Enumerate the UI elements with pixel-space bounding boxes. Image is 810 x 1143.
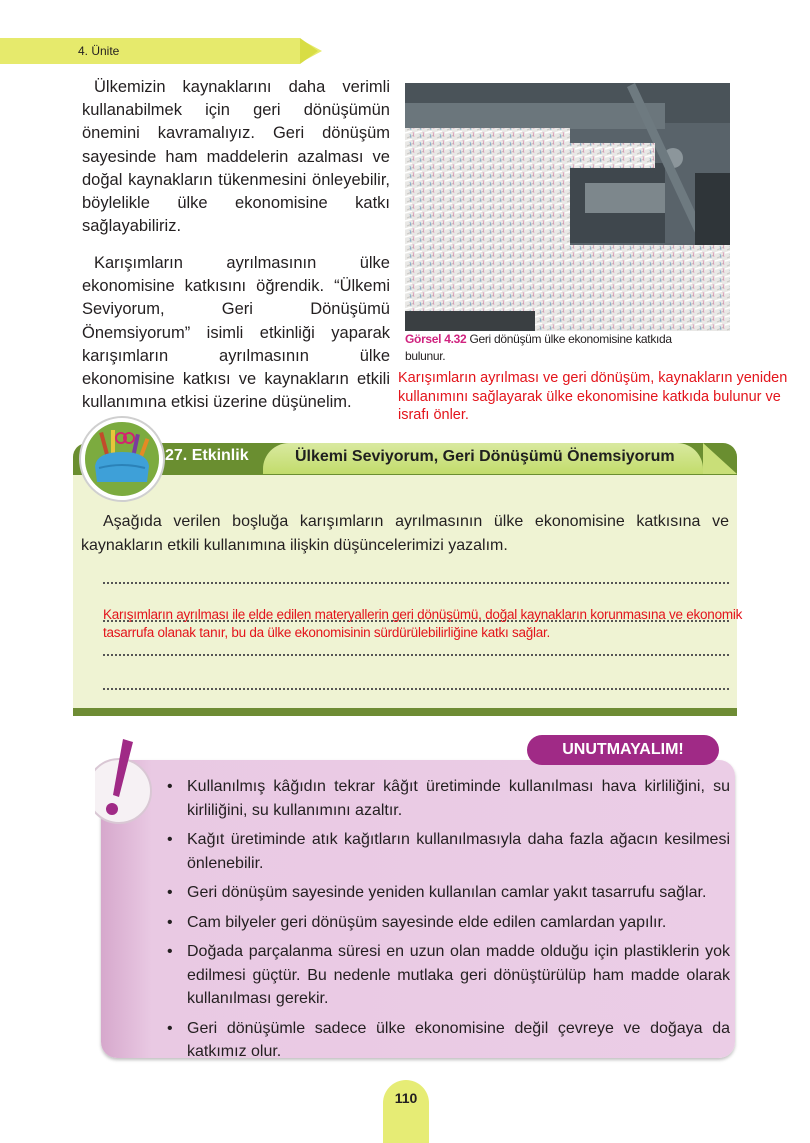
reminder-item-text: Doğada parçalanma süresi en uzun olan madde olduğu için plastiklerin yok edilmesi güçtür. Bu nedenle mutlaka geri dönüştürülüp ham madde olarak kullanılması gerekir. (187, 943, 730, 1007)
unit-label: 4. Ünite (78, 44, 120, 58)
bullet-icon: • (167, 1019, 173, 1037)
bullet-icon: • (167, 778, 173, 795)
activity-number: 27. Etkinlik (165, 447, 249, 464)
bullet-icon: • (167, 913, 173, 931)
baler-illustration (405, 83, 730, 331)
answer-line-4[interactable] (103, 686, 729, 690)
bullet-icon: • (167, 884, 173, 901)
answer-line-3[interactable] (103, 652, 729, 656)
unit-header-band (0, 38, 322, 64)
bullet-icon: • (167, 831, 173, 848)
figure-tag: Görsel 4.32 (405, 332, 467, 346)
handwritten-answer-activity: Karışımların ayrılması ile elde edilen materyallerin geri dönüşümü, doğal kaynakların korunmasına ve ekonomik tasarrufa olanak tanır, bu da ülke ekonomisinin sürdürülebilirliğine katkı sağlar. (103, 607, 743, 640)
page-number: 110 (394, 1090, 418, 1106)
reminder-item (165, 881, 730, 905)
activity-title: Ülkemi Seviyorum, Geri Dönüşümü Önemsiyorum (295, 448, 675, 465)
reminder-item-text: Cam bilyeler geri dönüşüm sayesinde elde edilen camlardan yapılır. (187, 913, 667, 931)
figure-caption-text: Geri dönüşüm ülke ekonomisine katkıda bulunur. (405, 332, 672, 363)
bullet-icon: • (167, 943, 173, 960)
intro-paragraph-1: Ülkemizin kaynaklarını daha verimli kullanabilmek için geri dönüşümün önemini kavramalıyız. Geri dönüşüm sayesinde ham maddelerin azalması ve doğal kaynakların tükenmesini önleyebilir, böylelikle ülke ekonomisine katkı sağlayabiliriz. (82, 78, 390, 236)
reminder-item (165, 940, 730, 1011)
reminder-item (165, 1017, 730, 1064)
reminder-item (165, 828, 730, 875)
handwritten-answer-figure: Karışımların ayrılması ve geri dönüşüm, kaynakların yeniden kullanımını sağlayarak ülke ekonomisine katkıda bulunur ve israfı önler. (398, 370, 788, 423)
reminder-item-text: Kağıt üretiminde atık kağıtların kullanılmasıyla daha fazla ağacın kesilmesi önlenebilir. (187, 831, 730, 872)
reminder-item-text: Kullanılmış kâğıdın tekrar kâğıt üretiminde kullanılması hava kirliliğini, su kirliliğini, su kullanımını azaltır. (187, 778, 730, 819)
reminder-item-text: Geri dönüşüm sayesinde yeniden kullanılan camlar yakıt tasarrufu sağlar. (187, 884, 707, 901)
reminder-list (165, 775, 730, 1070)
exclamation-icon (95, 735, 165, 825)
reminder-item (165, 775, 730, 822)
answer-line-1[interactable] (103, 580, 729, 584)
activity-instruction: Aşağıda verilen boşluğa karışımların ayrılmasının ülke ekonomisine katkısına ve kaynakların etkili kullanımına ilişkin düşüncelerimizi yazalım. (81, 513, 729, 554)
activity-box (73, 440, 743, 716)
recycling-baler-photo (405, 83, 730, 331)
figure-caption (405, 331, 715, 365)
unit-band-arrow-shade (300, 38, 318, 64)
reminder-item-text: Geri dönüşümle sadece ülke ekonomisine değil çevreye ve doğaya da katkımız olur. (187, 1019, 730, 1060)
reminder-title: UNUTMAYALIM! (562, 741, 684, 758)
reminder-item (165, 911, 730, 935)
pencil-case-icon (81, 418, 163, 500)
intro-paragraph-2: Karışımların ayrılmasının ülke ekonomisine katkısını öğrendik. “Ülkemi Seviyorum, Geri Dönüşümü Önemsiyorum” isimli etkinliği yaparak karışımların ayrılmasının ülke ekonomisine katkısı ve kaynakların etkili kullanımına etkisi üzerine düşünelim. (82, 254, 390, 412)
unit-band-fill (0, 38, 300, 64)
activity-bottom-border (73, 708, 737, 716)
reminder-title-pill (527, 735, 719, 765)
page-number-tab (383, 1080, 429, 1143)
